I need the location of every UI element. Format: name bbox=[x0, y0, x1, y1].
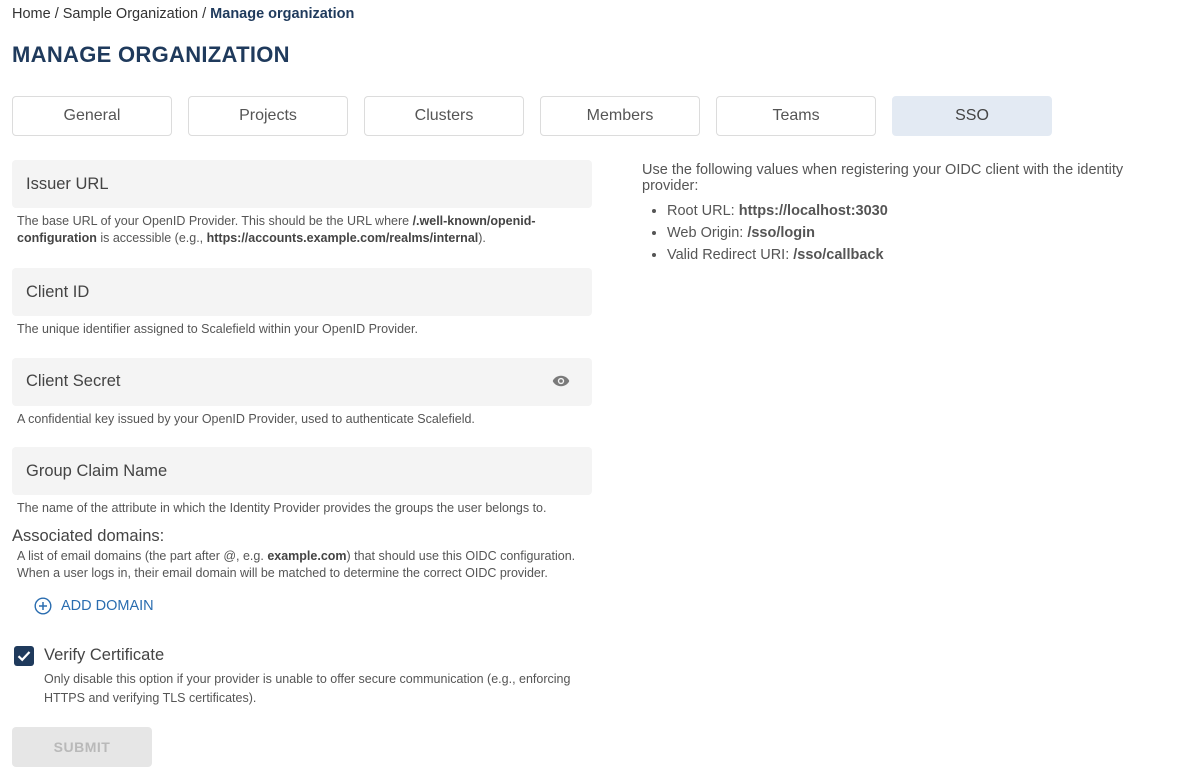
breadcrumb-home[interactable]: Home bbox=[12, 6, 51, 22]
group-claim-input[interactable] bbox=[12, 447, 592, 495]
tab-general[interactable]: General bbox=[12, 96, 172, 136]
issuer-url-help-text: is accessible (e.g., bbox=[96, 230, 207, 245]
page-title: MANAGE ORGANIZATION bbox=[12, 42, 290, 67]
associated-domains-title: Associated domains: bbox=[12, 527, 165, 545]
tab-clusters[interactable]: Clusters bbox=[364, 96, 524, 136]
info-value: https://localhost:3030 bbox=[738, 203, 888, 219]
info-key: Valid Redirect URI: bbox=[667, 247, 794, 263]
info-value: /sso/callback bbox=[793, 247, 884, 263]
issuer-url-input[interactable] bbox=[12, 160, 592, 208]
issuer-url-help bbox=[12, 213, 592, 246]
client-id-placeholder: Client ID bbox=[26, 282, 90, 301]
list-item bbox=[667, 222, 1183, 244]
breadcrumb-separator: / bbox=[54, 6, 59, 22]
client-secret-input[interactable] bbox=[12, 358, 592, 406]
oidc-info-intro: Use the following values when registering your OIDC client with the identity provider: bbox=[642, 162, 1124, 194]
verify-certificate-help: Only disable this option if your provider is unable to offer secure communication (e.g., enforcing HTTPS and verifying TLS certificates). bbox=[44, 672, 571, 705]
issuer-url-help-example: https://accounts.example.com/realms/internal bbox=[206, 230, 479, 245]
associated-domains-help bbox=[12, 548, 597, 581]
info-key: Root URL: bbox=[667, 203, 739, 219]
add-domain-button[interactable] bbox=[34, 597, 154, 615]
client-secret-placeholder: Client Secret bbox=[26, 372, 121, 390]
tab-teams[interactable]: Teams bbox=[716, 96, 876, 136]
submit-button[interactable]: SUBMIT bbox=[12, 727, 152, 767]
eye-icon[interactable] bbox=[552, 374, 570, 388]
client-id-input[interactable] bbox=[12, 268, 592, 316]
group-claim-placeholder: Group Claim Name bbox=[26, 461, 168, 480]
group-claim-help: The name of the attribute in which the Identity Provider provides the groups the user belongs to. bbox=[17, 501, 547, 515]
breadcrumb-current: Manage organization bbox=[210, 6, 355, 22]
info-key: Web Origin: bbox=[667, 225, 748, 241]
issuer-url-help-path: /.well-known/openid-configuration bbox=[17, 214, 536, 245]
client-id-help: The unique identifier assigned to Scalefield within your OpenID Provider. bbox=[17, 322, 418, 336]
client-secret-help: A confidential key issued by your OpenID Provider, used to authenticate Scalefield. bbox=[17, 411, 475, 426]
oidc-info-panel bbox=[642, 162, 1183, 266]
info-value: /sso/login bbox=[747, 225, 815, 241]
oidc-info-list bbox=[642, 200, 1183, 266]
sso-form bbox=[12, 160, 592, 517]
breadcrumb-organization[interactable]: Sample Organization bbox=[62, 6, 199, 22]
list-item bbox=[667, 244, 1183, 266]
issuer-url-help-text: The base URL of your OpenID Provider. This should be the URL where bbox=[17, 214, 413, 228]
verify-certificate-label[interactable]: Verify Certificate bbox=[44, 646, 165, 664]
tab-sso[interactable]: SSO bbox=[892, 96, 1052, 136]
tab-members[interactable]: Members bbox=[540, 96, 700, 136]
issuer-url-help-text: ). bbox=[478, 230, 486, 245]
plus-circle-icon bbox=[34, 597, 52, 615]
tab-bar bbox=[12, 96, 1052, 136]
checkmark-icon bbox=[17, 650, 31, 662]
tab-projects[interactable]: Projects bbox=[188, 96, 348, 136]
breadcrumb-separator: / bbox=[202, 6, 207, 22]
add-domain-label: ADD DOMAIN bbox=[61, 598, 154, 614]
issuer-url-placeholder: Issuer URL bbox=[26, 174, 109, 193]
associated-domains-help-text: A list of email domains (the part after @, e.g. bbox=[17, 549, 268, 563]
associated-domains-help-example: example.com bbox=[267, 549, 347, 563]
list-item bbox=[667, 200, 1183, 222]
associated-domains-help-text: ) that should use this OIDC configuration. When a user logs in, their email domain will be matched to determine the correct OIDC provider. bbox=[17, 549, 576, 580]
verify-certificate-checkbox[interactable] bbox=[14, 646, 34, 666]
breadcrumb bbox=[12, 6, 354, 22]
